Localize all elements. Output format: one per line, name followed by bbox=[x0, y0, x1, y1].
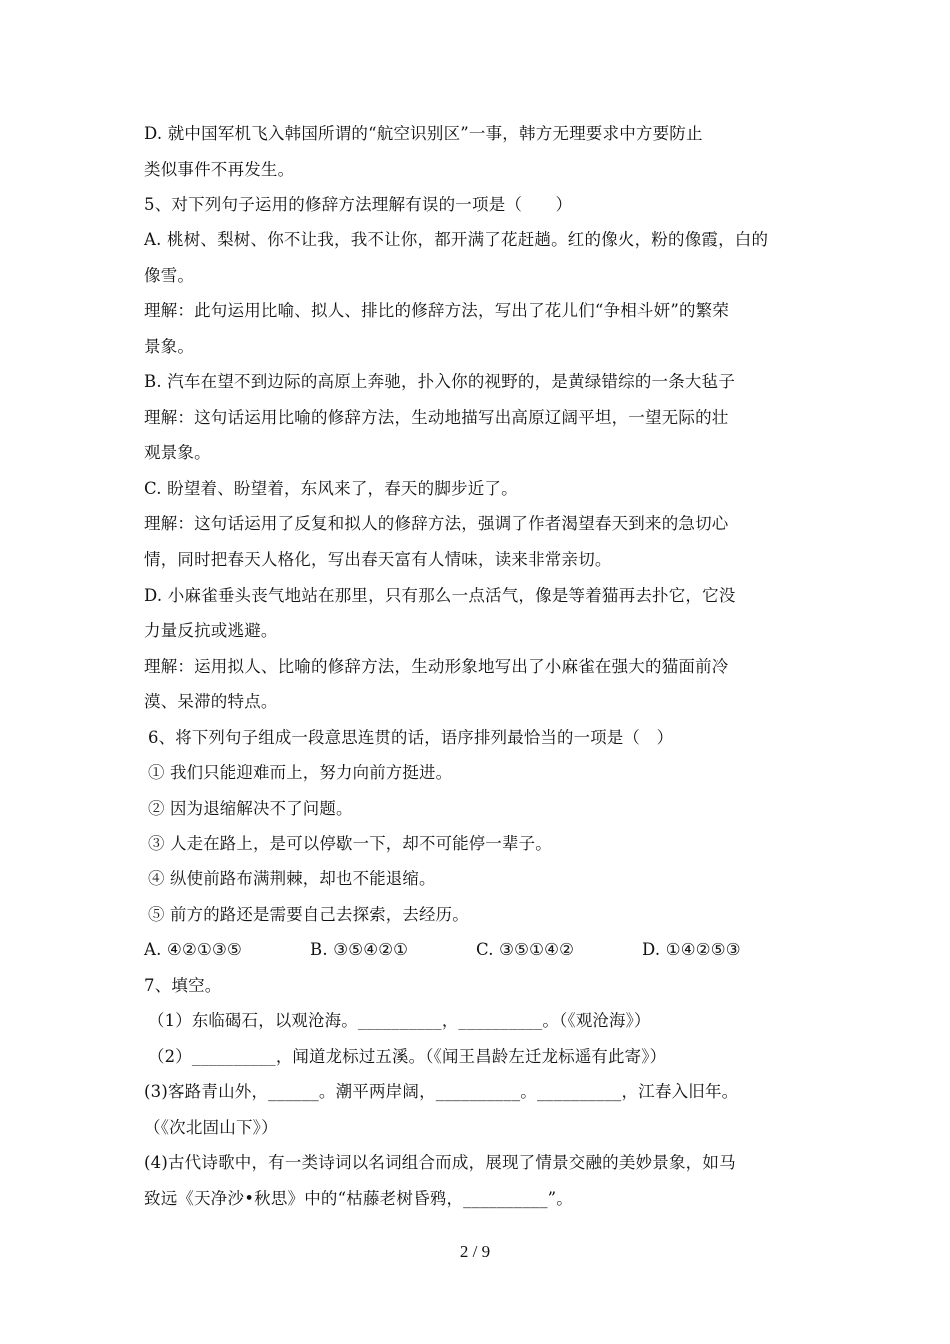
fill-blank-4: (4)古代诗歌中，有一类诗词以名词组合而成，展现了情景交融的美妙景象，如马 bbox=[144, 1153, 736, 1172]
fill-blank-2: （2）__________，闻道龙标过五溪。（《闻王昌龄左迁龙标遥有此寄》） bbox=[148, 1047, 667, 1066]
text-line: 理解：这句话运用比喻的修辞方法，生动地描写出高原辽阔平坦，一望无际的壮 bbox=[144, 408, 729, 427]
sentence-item: ① 我们只能迎难而上，努力向前方挺进。 bbox=[148, 763, 453, 782]
text-line: 致远《天净沙•秋思》中的“枯藤老树昏鸦，__________”。 bbox=[144, 1189, 574, 1208]
sentence-item: ④ 纵使前路布满荆棘，却也不能退缩。 bbox=[148, 869, 436, 888]
text-line: （《次北固山下》） bbox=[144, 1118, 278, 1137]
option-d: D. ①④②⑤③ bbox=[642, 940, 741, 959]
text-line: 景象。 bbox=[144, 337, 195, 356]
fill-blank-3: (3)客路青山外，______。潮平两岸阔，__________。__________，江春入旧年。 bbox=[144, 1082, 739, 1101]
text-line: 情，同时把春天人格化，写出春天富有人情味，读来非常亲切。 bbox=[144, 550, 612, 569]
text-line: C. 盼望着、盼望着，东风来了，春天的脚步近了。 bbox=[144, 479, 518, 498]
text-line: 像雪。 bbox=[144, 266, 195, 285]
option-b: B. ③⑤④②① bbox=[310, 940, 409, 959]
question-5-stem: 5、对下列句子运用的修辞方法理解有误的一项是（ ） bbox=[144, 195, 573, 214]
option-a: A. ④②①③⑤ bbox=[144, 940, 242, 959]
text-line: 观景象。 bbox=[144, 443, 211, 462]
text-line: 类似事件不再发生。 bbox=[144, 160, 295, 179]
text-line: 理解：此句运用比喻、拟人、排比的修辞方法，写出了花儿们“争相斗妍”的繁荣 bbox=[144, 301, 730, 320]
option-c: C. ③⑤①④② bbox=[476, 940, 575, 959]
fill-blank-1: （1）东临碣石，以观沧海。__________，__________。（《观沧海》） bbox=[148, 1011, 651, 1030]
text-line: 漠、呆滞的特点。 bbox=[144, 692, 278, 711]
question-6-stem: 6、将下列句子组成一段意思连贯的话，语序排列最恰当的一项是（ ） bbox=[148, 728, 674, 747]
text-line: 力量反抗或逃避。 bbox=[144, 621, 278, 640]
text-line: 理解：这句话运用了反复和拟人的修辞方法，强调了作者渴望春天到来的急切心 bbox=[144, 514, 729, 533]
sentence-item: ② 因为退缩解决不了问题。 bbox=[148, 799, 353, 818]
sentence-item: ③ 人走在路上，是可以停歇一下，却不可能停一辈子。 bbox=[148, 834, 552, 853]
text-line: D. 就中国军机飞入韩国所谓的“航空识别区”一事，韩方无理要求中方要防止 bbox=[144, 124, 703, 143]
sentence-item: ⑤ 前方的路还是需要自己去探索，去经历。 bbox=[148, 905, 469, 924]
text-line: D. 小麻雀垂头丧气地站在那里，只有那么一点活气，像是等着猫再去扑它，它没 bbox=[144, 586, 736, 605]
text-line: A. 桃树、梨树、你不让我，我不让你，都开满了花赶趟。红的像火，粉的像霞，白的 bbox=[144, 230, 769, 249]
question-6-options bbox=[144, 940, 816, 960]
text-line: B. 汽车在望不到边际的高原上奔驰，扑入你的视野的，是黄绿错综的一条大毡子 bbox=[144, 372, 736, 391]
text-line: 理解：运用拟人、比喻的修辞方法，生动形象地写出了小麻雀在强大的猫面前冷 bbox=[144, 657, 729, 676]
question-7-stem: 7、填空。 bbox=[144, 976, 222, 995]
page-number: 2 / 9 bbox=[459, 1242, 491, 1261]
